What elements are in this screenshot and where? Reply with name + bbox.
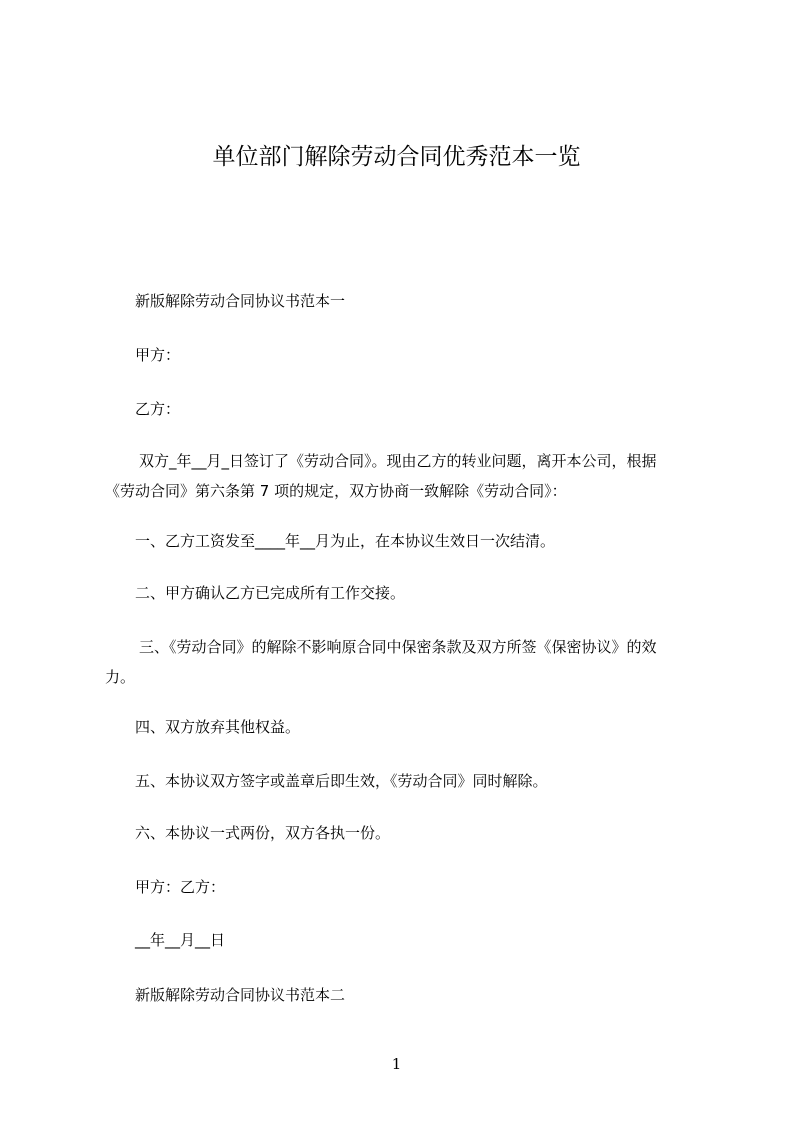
signature-parties: 甲方：乙方： (135, 878, 226, 896)
clause-two: 二、甲方确认乙方已完成所有工作交接。 (135, 584, 406, 602)
section-heading-template-two: 新版解除劳动合同协议书范本二 (135, 986, 346, 1004)
party-b-label: 乙方： (135, 400, 181, 418)
intro-paragraph (105, 446, 695, 506)
clause-three (105, 632, 695, 692)
clause-three-line-1: 三、《劳动合同》的解除不影响原合同中保密条款及双方所签《保密协议》的效 (139, 638, 657, 656)
intro-paragraph-line-2: 《劳动合同》第六条第 7 项的规定，双方协商一致解除《劳动合同》： (105, 482, 567, 500)
document-title: 单位部门解除劳动合同优秀范本一览 (212, 144, 581, 170)
clause-five: 五、本协议双方签字或盖章后即生效，《劳动合同》同时解除。 (135, 772, 548, 790)
signature-date: __年__月__日 (135, 931, 226, 949)
clause-three-line-2: 力。 (105, 668, 136, 686)
section-heading-template-one: 新版解除劳动合同协议书范本一 (135, 292, 346, 310)
intro-paragraph-line-1: 双方_年__月_日签订了《劳动合同》。现由乙方的转业问题，离开本公司，根据 (139, 452, 657, 470)
clause-six: 六、本协议一式两份，双方各执一份。 (135, 824, 391, 842)
page-number: 1 (391, 1055, 402, 1073)
party-a-label: 甲方： (135, 346, 181, 364)
clause-four: 四、双方放弃其他权益。 (135, 718, 301, 736)
clause-one: 一、乙方工资发至____年__月为止，在本协议生效日一次结清。 (135, 532, 556, 550)
